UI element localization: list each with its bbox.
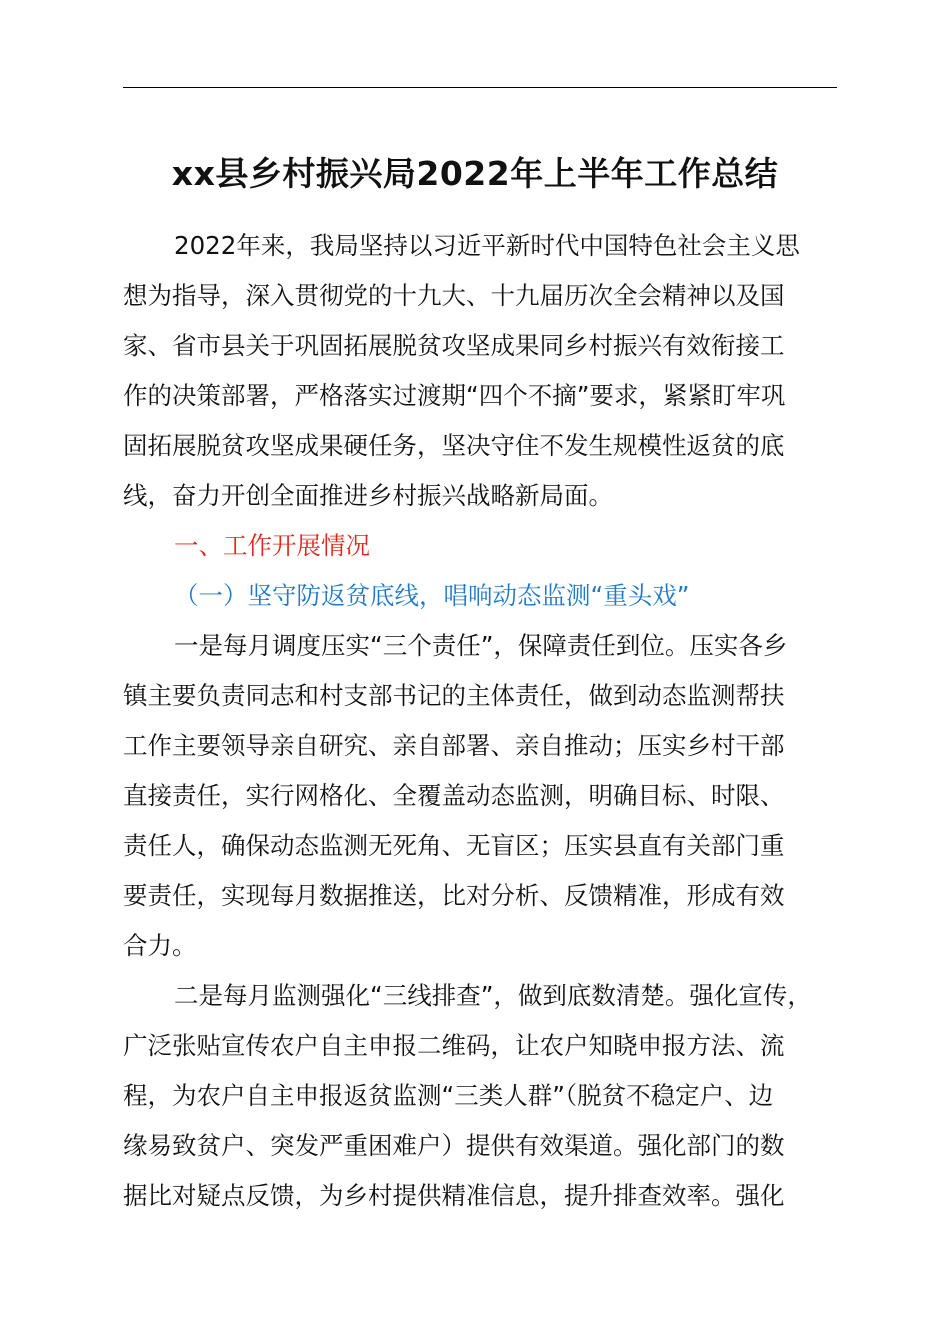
paragraph-line: 镇主要负责同志和村支部书记的主体责任，做到动态监测帮扶 (123, 681, 785, 710)
header-rule (123, 87, 837, 88)
intro-line: 线，奋力开创全面推进乡村振兴战略新局面。 (123, 481, 613, 510)
paragraph-line: 直接责任，实行网格化、全覆盖动态监测，明确目标、时限、 (123, 781, 785, 810)
intro-line: 固拓展脱贫攻坚成果硬任务，坚决守住不发生规模性返贫的底 (123, 431, 785, 460)
section-heading: 一、工作开展情况 (174, 531, 370, 560)
document-title: xx县乡村振兴局2022年上半年工作总结 (171, 154, 779, 193)
paragraph-line: 缘易致贫户、突发严重困难户）提供有效渠道。强化部门的数 (123, 1131, 785, 1160)
document-body (123, 221, 837, 1221)
paragraph-line: 二是每月监测强化“三线排查”，做到底数清楚。强化宣传， (174, 981, 812, 1010)
paragraph-line: 一是每月调度压实“三个责任”，保障责任到位。压实各乡 (174, 631, 788, 660)
intro-line: 2022年来，我局坚持以习近平新时代中国特色社会主义思 (174, 231, 800, 260)
intro-line: 想为指导，深入贯彻党的十九大、十九届历次全会精神以及国 (123, 281, 785, 310)
intro-line: 家、省市县关于巩固拓展脱贫攻坚成果同乡村振兴有效衔接工 (123, 331, 785, 360)
paragraph-line: 广泛张贴宣传农户自主申报二维码，让农户知晓申报方法、流 (123, 1031, 785, 1060)
paragraph-line: 工作主要领导亲自研究、亲自部署、亲自推动；压实乡村干部 (123, 731, 785, 760)
paragraph-line: 据比对疑点反馈，为乡村提供精准信息，提升排查效率。强化 (123, 1181, 785, 1210)
subsection-heading: （一）坚守防返贫底线，唱响动态监测“重头戏” (174, 581, 690, 610)
intro-line: 作的决策部署，严格落实过渡期“四个不摘”要求，紧紧盯牢巩 (123, 381, 786, 410)
paragraph-line: 要责任，实现每月数据推送，比对分析、反馈精准，形成有效 (123, 881, 785, 910)
paragraph-line: 程，为农户自主申报返贫监测“三类人群”（脱贫不稳定户、边 (123, 1081, 774, 1110)
paragraph-line: 合力。 (123, 931, 197, 960)
paragraph-line: 责任人，确保动态监测无死角、无盲区；压实县直有关部门重 (123, 831, 785, 860)
